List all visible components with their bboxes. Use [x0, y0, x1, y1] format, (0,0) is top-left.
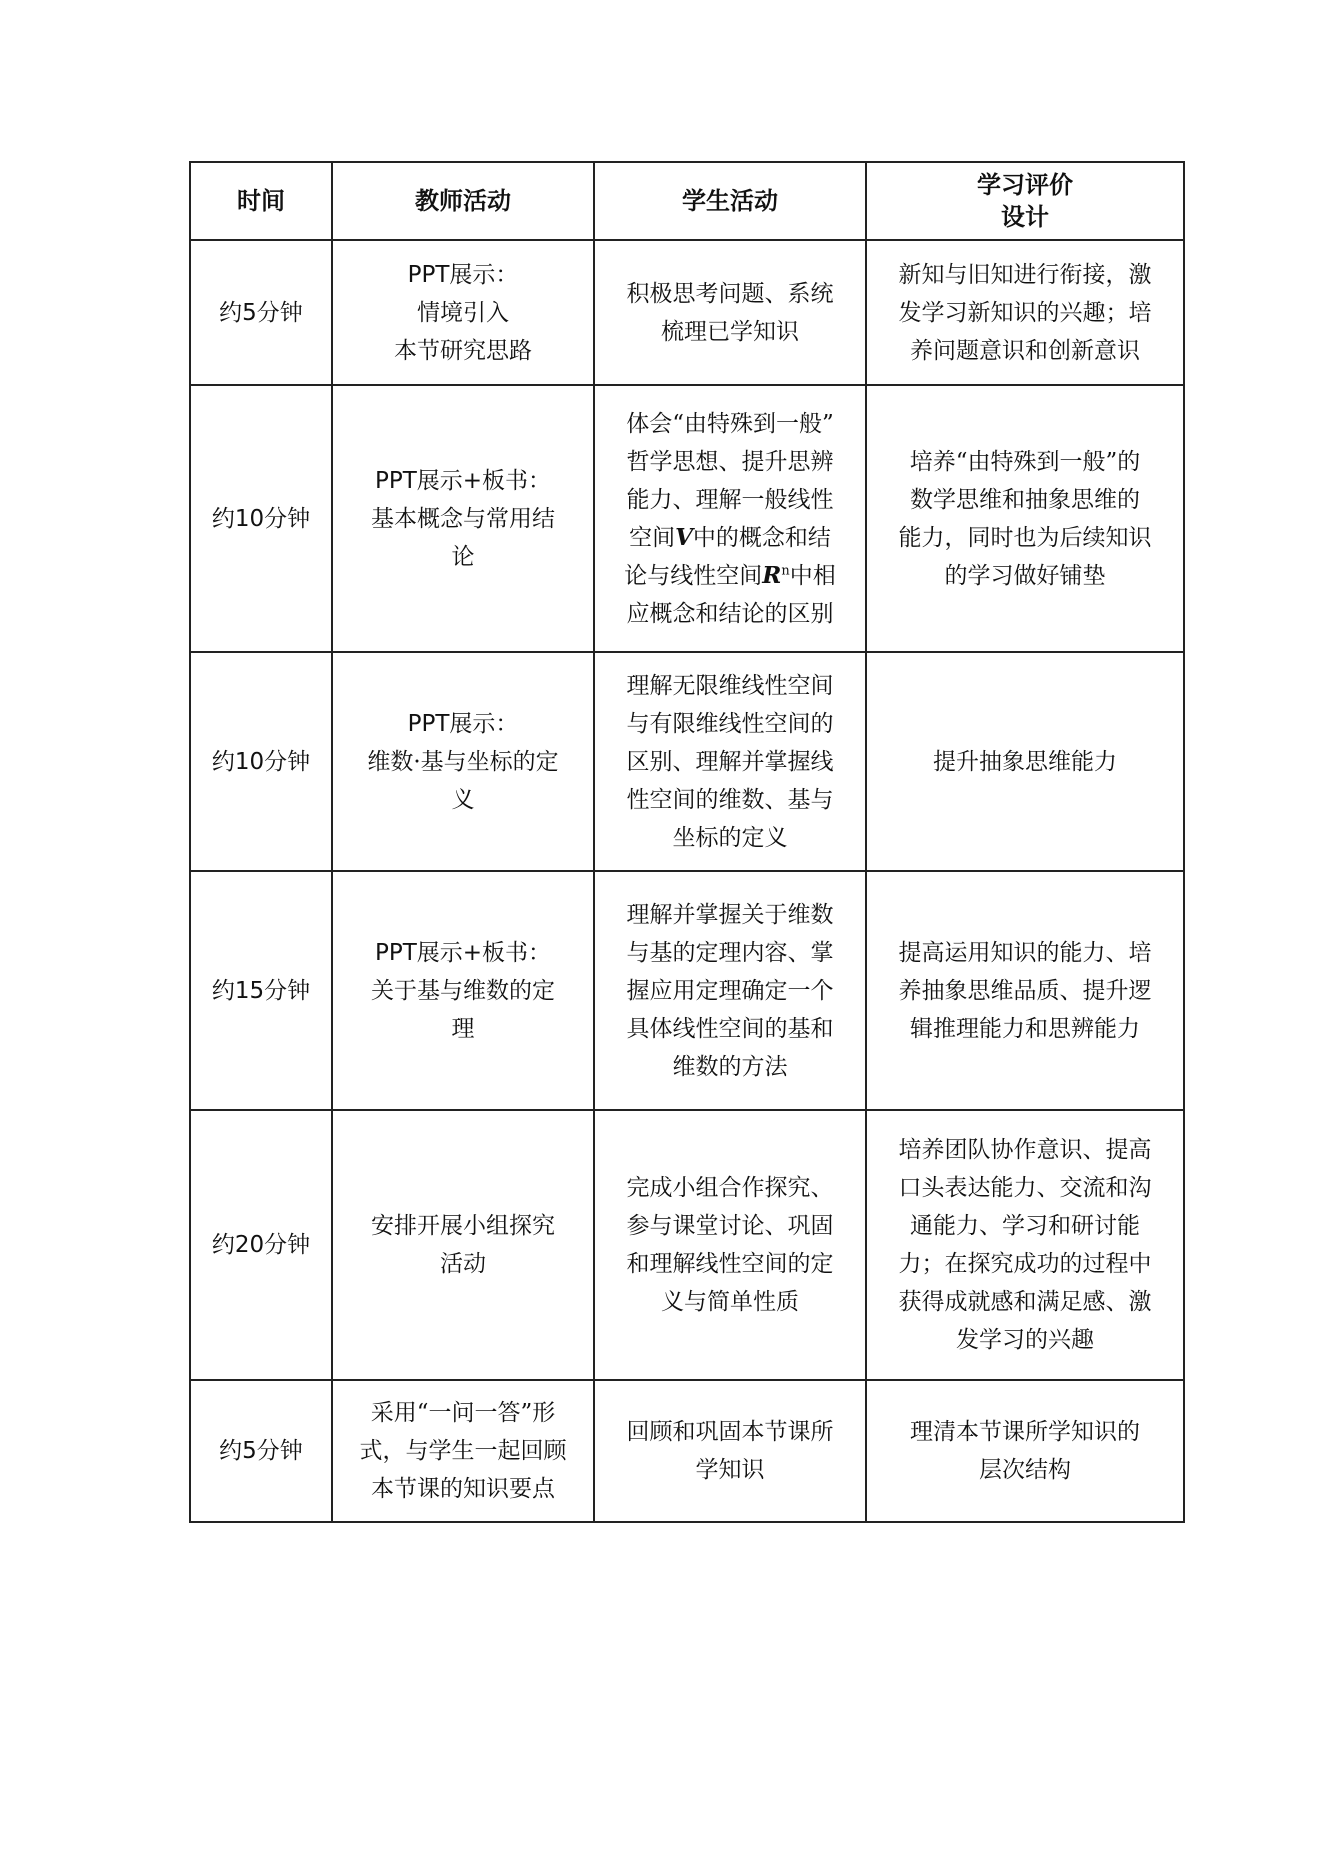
cell-line: 提升抽象思维能力 [933, 748, 1117, 775]
time-cell: 约5分钟 [190, 240, 332, 385]
cell-line: 义 [451, 786, 475, 813]
evaluation-cell [866, 871, 1184, 1110]
table-row [190, 385, 1184, 652]
cell-line: 区别、理解并掌握线 [626, 748, 834, 775]
teacher-activity-cell [332, 871, 594, 1110]
cell-line: PPT展示： [407, 261, 519, 288]
cell-line: 体会“由特殊到一般” [626, 410, 834, 437]
cell-line: 完成小组合作探究、 [626, 1175, 834, 1201]
cell-line: PPT展示+板书： [374, 939, 552, 966]
time-cell: 约10分钟 [190, 652, 332, 871]
teacher-activity-cell [332, 1110, 594, 1380]
cell-line: 式，与学生一起回顾 [359, 1438, 567, 1464]
table-row [190, 871, 1184, 1110]
cell-line: 养抽象思维品质、提升逻 [898, 977, 1152, 1004]
text-fragment: 中的概念和结 [692, 524, 831, 551]
student-activity-cell [594, 652, 866, 871]
cell-line: 基本概念与常用结 [371, 505, 555, 532]
cell-line: 能力、理解一般线性 [626, 486, 834, 513]
cell-line: 哲学思想、提升思辨 [626, 448, 834, 475]
student-activity-cell [594, 1110, 866, 1380]
text-fragment: 空间 [629, 524, 676, 551]
cell-line: 的学习做好铺垫 [944, 562, 1106, 589]
header-row [190, 162, 1184, 240]
cell-line: 义与简单性质 [661, 1289, 799, 1315]
student-activity-cell [594, 1380, 866, 1522]
cell-line: 和理解线性空间的定 [626, 1251, 834, 1277]
cell-line: 性空间的维数、基与 [626, 786, 834, 813]
cell-line: 本节课的知识要点 [371, 1476, 555, 1502]
teacher-activity-cell [332, 240, 594, 385]
table-row [190, 240, 1184, 385]
evaluation-cell [866, 240, 1184, 385]
cell-line: 培养“由特殊到一般”的 [909, 448, 1141, 475]
teacher-activity-cell [332, 385, 594, 652]
cell-line: 应概念和结论的区别 [626, 600, 834, 627]
header-teacher-activity: 教师活动 [332, 162, 594, 240]
time-cell: 约20分钟 [190, 1110, 332, 1380]
header-evaluation-line-1: 学习评价 [977, 171, 1073, 199]
math-symbol-v: V [675, 523, 693, 551]
time-cell: 约10分钟 [190, 385, 332, 652]
cell-line: 具体线性空间的基和 [626, 1015, 834, 1042]
cell-line-with-symbol [607, 519, 853, 557]
cell-line: PPT展示： [407, 710, 519, 737]
cell-line: 发学习的兴趣 [956, 1327, 1094, 1353]
evaluation-cell [866, 652, 1184, 871]
evaluation-cell [866, 385, 1184, 652]
cell-line: 数学思维和抽象思维的 [910, 486, 1140, 513]
student-activity-cell [594, 871, 866, 1110]
text-fragment: 中相 [789, 562, 836, 589]
header-evaluation-line-2: 设计 [1001, 203, 1049, 231]
header-student-activity: 学生活动 [594, 162, 866, 240]
student-activity-cell [594, 385, 866, 652]
teacher-activity-cell [332, 1380, 594, 1522]
teacher-activity-cell [332, 652, 594, 871]
cell-line: 培养团队协作意识、提高 [898, 1137, 1152, 1163]
cell-line: PPT展示+板书： [374, 467, 552, 494]
cell-line: 理解无限维线性空间 [626, 672, 834, 699]
text-fragment: 论与线性空间 [624, 562, 763, 589]
cell-line: 理 [451, 1015, 475, 1042]
cell-line: 获得成就感和满足感、激 [898, 1289, 1152, 1315]
cell-line: 能力，同时也为后续知识 [898, 524, 1152, 551]
cell-line: 情境引入 [417, 299, 509, 326]
cell-line: 关于基与维数的定 [371, 977, 555, 1004]
lesson-plan-table [189, 161, 1185, 1523]
cell-line: 本节研究思路 [394, 337, 532, 364]
cell-line: 维数·基与坐标的定 [367, 748, 559, 775]
cell-line: 口头表达能力、交流和沟 [898, 1175, 1152, 1201]
cell-line: 与基的定理内容、掌 [626, 939, 834, 966]
table-row [190, 1380, 1184, 1522]
cell-line: 发学习新知识的兴趣；培 [898, 299, 1152, 326]
evaluation-cell [866, 1110, 1184, 1380]
math-superscript-n: n [781, 562, 790, 578]
cell-line: 积极思考问题、系统 [626, 280, 834, 307]
time-cell: 约15分钟 [190, 871, 332, 1110]
cell-line: 学知识 [695, 1457, 765, 1483]
cell-line: 辑推理能力和思辨能力 [910, 1015, 1140, 1042]
cell-line: 通能力、学习和研讨能 [910, 1213, 1140, 1239]
cell-line: 安排开展小组探究 [371, 1213, 555, 1239]
cell-line: 梳理已学知识 [661, 318, 799, 345]
cell-line: 养问题意识和创新意识 [910, 337, 1140, 364]
cell-line: 理清本节课所学知识的 [910, 1419, 1140, 1445]
cell-line: 坐标的定义 [672, 824, 788, 851]
time-cell: 约5分钟 [190, 1380, 332, 1522]
cell-line-with-symbol [607, 557, 853, 595]
cell-line: 层次结构 [979, 1457, 1071, 1483]
cell-line: 采用“一问一答”形 [370, 1400, 556, 1426]
table-row [190, 1110, 1184, 1380]
cell-line: 力；在探究成功的过程中 [898, 1251, 1152, 1277]
table-row [190, 652, 1184, 871]
cell-line: 论 [451, 543, 475, 570]
cell-line: 握应用定理确定一个 [626, 977, 834, 1004]
header-learning-evaluation [866, 162, 1184, 240]
cell-line: 与有限维线性空间的 [626, 710, 834, 737]
math-symbol-r: R [762, 561, 782, 589]
cell-line: 活动 [440, 1251, 486, 1277]
student-activity-cell [594, 240, 866, 385]
cell-line: 参与课堂讨论、巩固 [626, 1213, 834, 1239]
header-time: 时间 [190, 162, 332, 240]
cell-line: 理解并掌握关于维数 [626, 901, 834, 928]
cell-line: 维数的方法 [672, 1053, 788, 1080]
cell-line: 提高运用知识的能力、培 [898, 939, 1152, 966]
cell-line: 回顾和巩固本节课所 [626, 1419, 834, 1445]
cell-line: 新知与旧知进行衔接，激 [898, 261, 1152, 288]
evaluation-cell [866, 1380, 1184, 1522]
